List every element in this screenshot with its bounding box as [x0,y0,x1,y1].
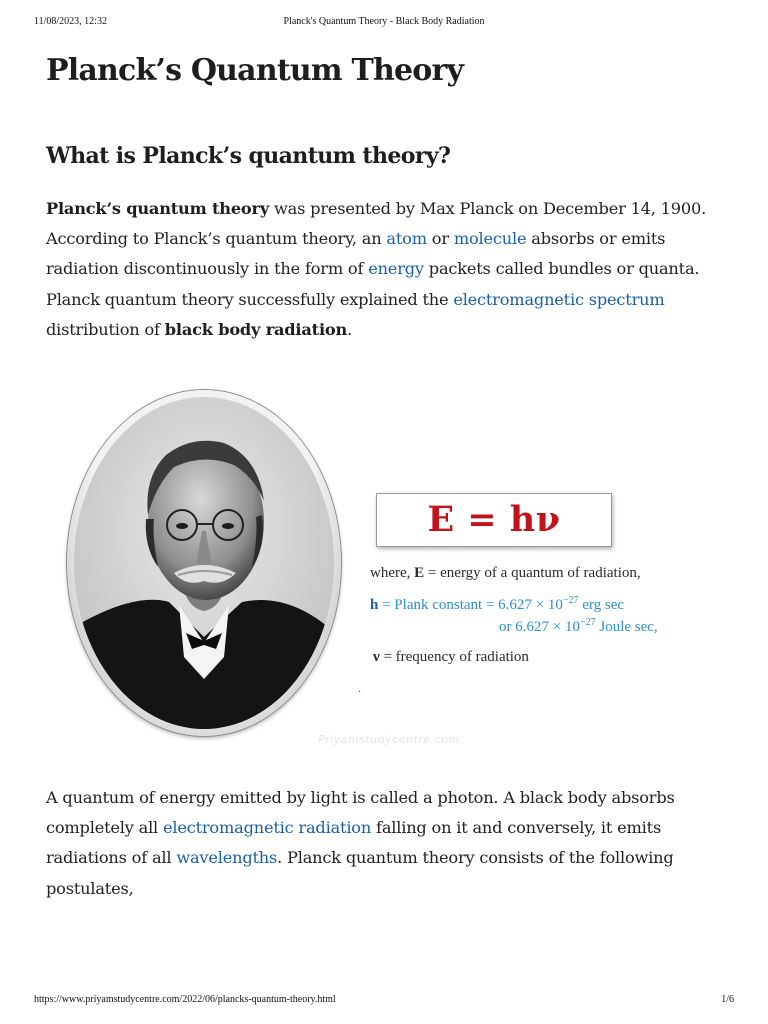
note-h2-exponent: −27 [579,617,596,628]
print-doc-title: Planck's Quantum Theory - Black Body Radiation [283,16,485,27]
note-h-text: = Plank constant = 6.627 × 10 [378,597,563,613]
para1-text-6: . [347,319,353,339]
max-planck-portrait [74,397,334,729]
note-symbol-h: h [370,597,379,613]
note-planck-constant-joule [499,617,658,636]
print-footer [34,994,734,1008]
note-planck-constant [370,595,624,614]
formula-e-equals-h-nu: E = hν [427,499,561,540]
note-h-unit: erg sec [578,597,625,613]
para1-text-3: absorbs or emits radiation discontinuously in the form of [46,229,666,279]
para1-text-4: packets called bundles or quanta. Planck quantum theory successfully explained the [46,259,700,309]
portrait-illustration [74,397,334,729]
link-wavelengths[interactable]: wavelengths [176,848,278,868]
note-h2-unit: Joule sec, [595,619,658,635]
link-energy[interactable]: energy [368,259,424,279]
print-header [34,16,734,30]
print-url: https://www.priyamstudycentre.com/2022/06/plancks-quantum-theory.html [34,994,336,1005]
note-energy [370,565,641,582]
section-heading: What is Planck’s quantum theory? [46,143,451,169]
para2-text-1: A quantum of energy emitted by light is called a photon. A black body absorbs completely all [46,788,675,838]
para1-text-1: was presented by Max Planck on December 14, 1900. According to Planck’s quantum theory, an [46,199,707,249]
para1-text-2: or [426,229,454,249]
print-page-number: 1/6 [721,994,734,1005]
para2-text-3: . Planck quantum theory consists of the following postulates, [46,848,674,898]
para1-text-5: distribution of [46,319,165,339]
photon-paragraph [46,783,736,904]
intro-paragraph [46,194,736,345]
note-h2-text: or 6.627 × 10 [499,619,580,635]
page-title: Planck’s Quantum Theory [46,53,464,88]
stray-dot: . [358,684,362,695]
note-symbol-e: E [414,565,425,581]
note-h-exponent: −27 [562,595,579,606]
bold-black-body-radiation: black body radiation [164,319,348,339]
link-electromagnetic-spectrum[interactable]: electromagnetic spectrum [453,289,665,309]
planck-formula-figure [62,388,702,758]
portrait-oval-frame [67,390,341,736]
link-molecule[interactable]: molecule [453,229,527,249]
formula-box [376,493,612,547]
link-atom[interactable]: atom [386,229,427,249]
note-where-prefix: where, [370,565,415,581]
link-electromagnetic-radiation[interactable]: electromagnetic radiation [162,818,372,838]
print-date: 11/08/2023, 12:32 [34,16,107,27]
note-v-text: = frequency of radiation [379,649,529,665]
para2-text-2: falling on it and conversely, it emits radiations of all [46,818,662,868]
bold-planck-quantum-theory: Planck’s quantum theory [46,199,270,218]
note-where-text: = energy of a quantum of radiation, [424,565,641,581]
note-symbol-nu: ν [373,649,380,665]
note-frequency [373,649,529,666]
watermark-text: Priyamstudycentre.com [318,733,460,746]
